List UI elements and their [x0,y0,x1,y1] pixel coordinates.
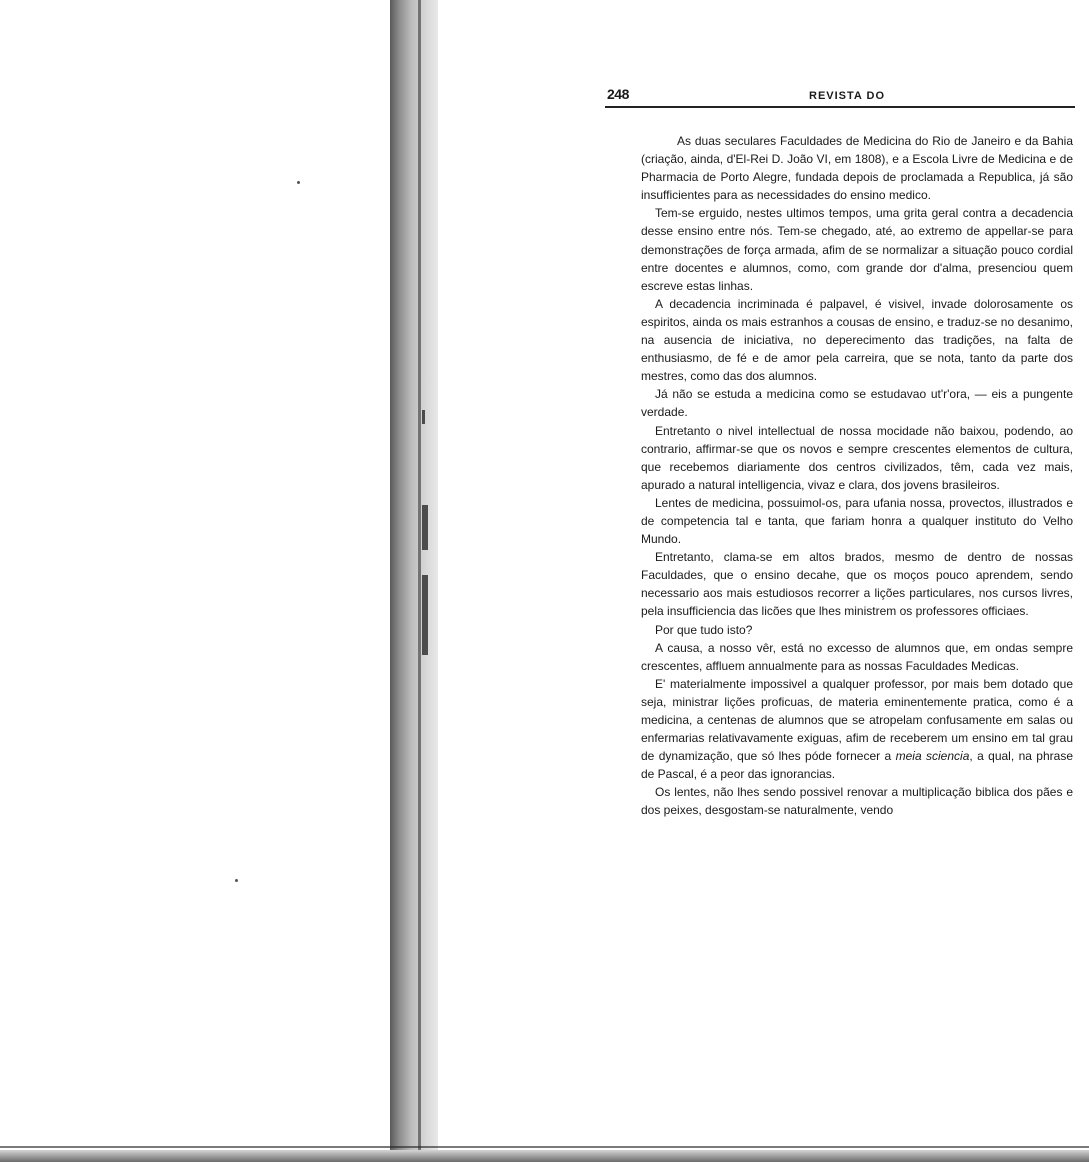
gutter-line [418,0,421,1162]
page-bottom-edge [0,1146,1089,1148]
paragraph: Os lentes, não lhes sendo possivel renovar a multiplicação biblica dos pães e dos peixes, desgostam-se naturalmente, vendo [641,785,1073,818]
paper-speck [235,879,238,882]
article-body [605,132,1075,820]
paragraph: Por que tudo isto? [655,622,753,637]
paragraph-text: , a qual, na phrase de Pascal, é a peor das ignorancias. [641,749,1074,782]
scan-bottom-shadow [0,1150,1089,1162]
gutter-mark [422,575,428,655]
page-number: 248 [607,86,629,102]
paragraph: A causa, a nosso vêr, está no excesso de alumnos que, em ondas sempre crescentes, affluem annualmente para as nossas Faculdades Medicas. [641,640,1073,673]
paragraph: Tem-se erguido, nestes ultimos tempos, uma grita geral contra a decadencia desse ensino entre nós. Tem-se chegado, até, ao extremo de appellar-se para demonstrações de força armada, afim de se normalizar a situação pouco cordial entre docentes e alumnos, como, com grande dor d'alma, presenciou quem escreve estas linhas. [641,206,1073,293]
paragraph: A decadencia incriminada é palpavel, é visivel, invade dolorosamente os espiritos, ainda os mais estranhos a cousas de ensino, e traduz-se no desanimo, na ausencia de iniciativa, no deperecimento das tradições, na falta de enthusiasmo, de fé e de amor pela carreira, que se nota, tanto da parte dos mestres, como das dos alumnos. [641,296,1073,384]
paragraph: Já não se estuda a medicina como se estudavao ut'r'ora, — eis a pungente verdade. [641,387,1073,420]
italic-phrase: meia sciencia [895,749,970,764]
paragraph-with-italic [641,675,1073,784]
book-page [605,84,1075,820]
paper-speck [297,181,300,184]
page-header [605,84,1075,108]
running-head: REVISTA DO [809,90,886,102]
gutter-mark [422,505,428,550]
paragraph: Entretanto o nivel intellectual de nossa mocidade não baixou, podendo, ao contrario, affirmar-se que os novos e sempre crescentes elementos de cultura, que recebemos diariamente dos centros civilizados, têm, cada vez mais, apurado a natural intelligencia, vivaz e clara, dos jovens brasileiros. [641,423,1073,492]
gutter-mark [422,410,425,424]
paragraph: Lentes de medicina, possuimol-os, para ufania nossa, provectos, illustrados e de competencia tal e tanta, que fariam honra a qualquer instituto do Velho Mundo. [641,495,1073,547]
book-gutter-shadow [390,0,438,1162]
paragraph: Entretanto, clama-se em altos brados, mesmo de dentro de nossas Faculdades, que o ensino decahe, que os moços pouco aprendem, sendo necessario aos mais estudiosos recorrer a lições particulares, nos cursos livres, pela insufficiencia das licões que lhes ministrem os professores officiaes. [641,550,1073,619]
paragraph-text: E' materialmente impossivel a qualquer professor, por mais bem dotado que seja, ministrar lições proficuas, de materia eminentemente pratica, como é a medicina, a centenas de alumnos que se atropelam confusamente em salas ou enfermarias relativavamente exiguas, afim de receberem um ensino em tal grau de dynamização, que só lhes póde fornecer a [641,676,1073,764]
paragraph: As duas seculares Faculdades de Medicina do Rio de Janeiro e da Bahia (criação, ainda, d'El-Rei D. João VI, em 1808), e a Escola Livre de Medicina e de Pharmacia de Porto Alegre, fundada depois de proclamada a Republica, já são insufficientes para as necessidades do ensino medico. [641,134,1073,203]
